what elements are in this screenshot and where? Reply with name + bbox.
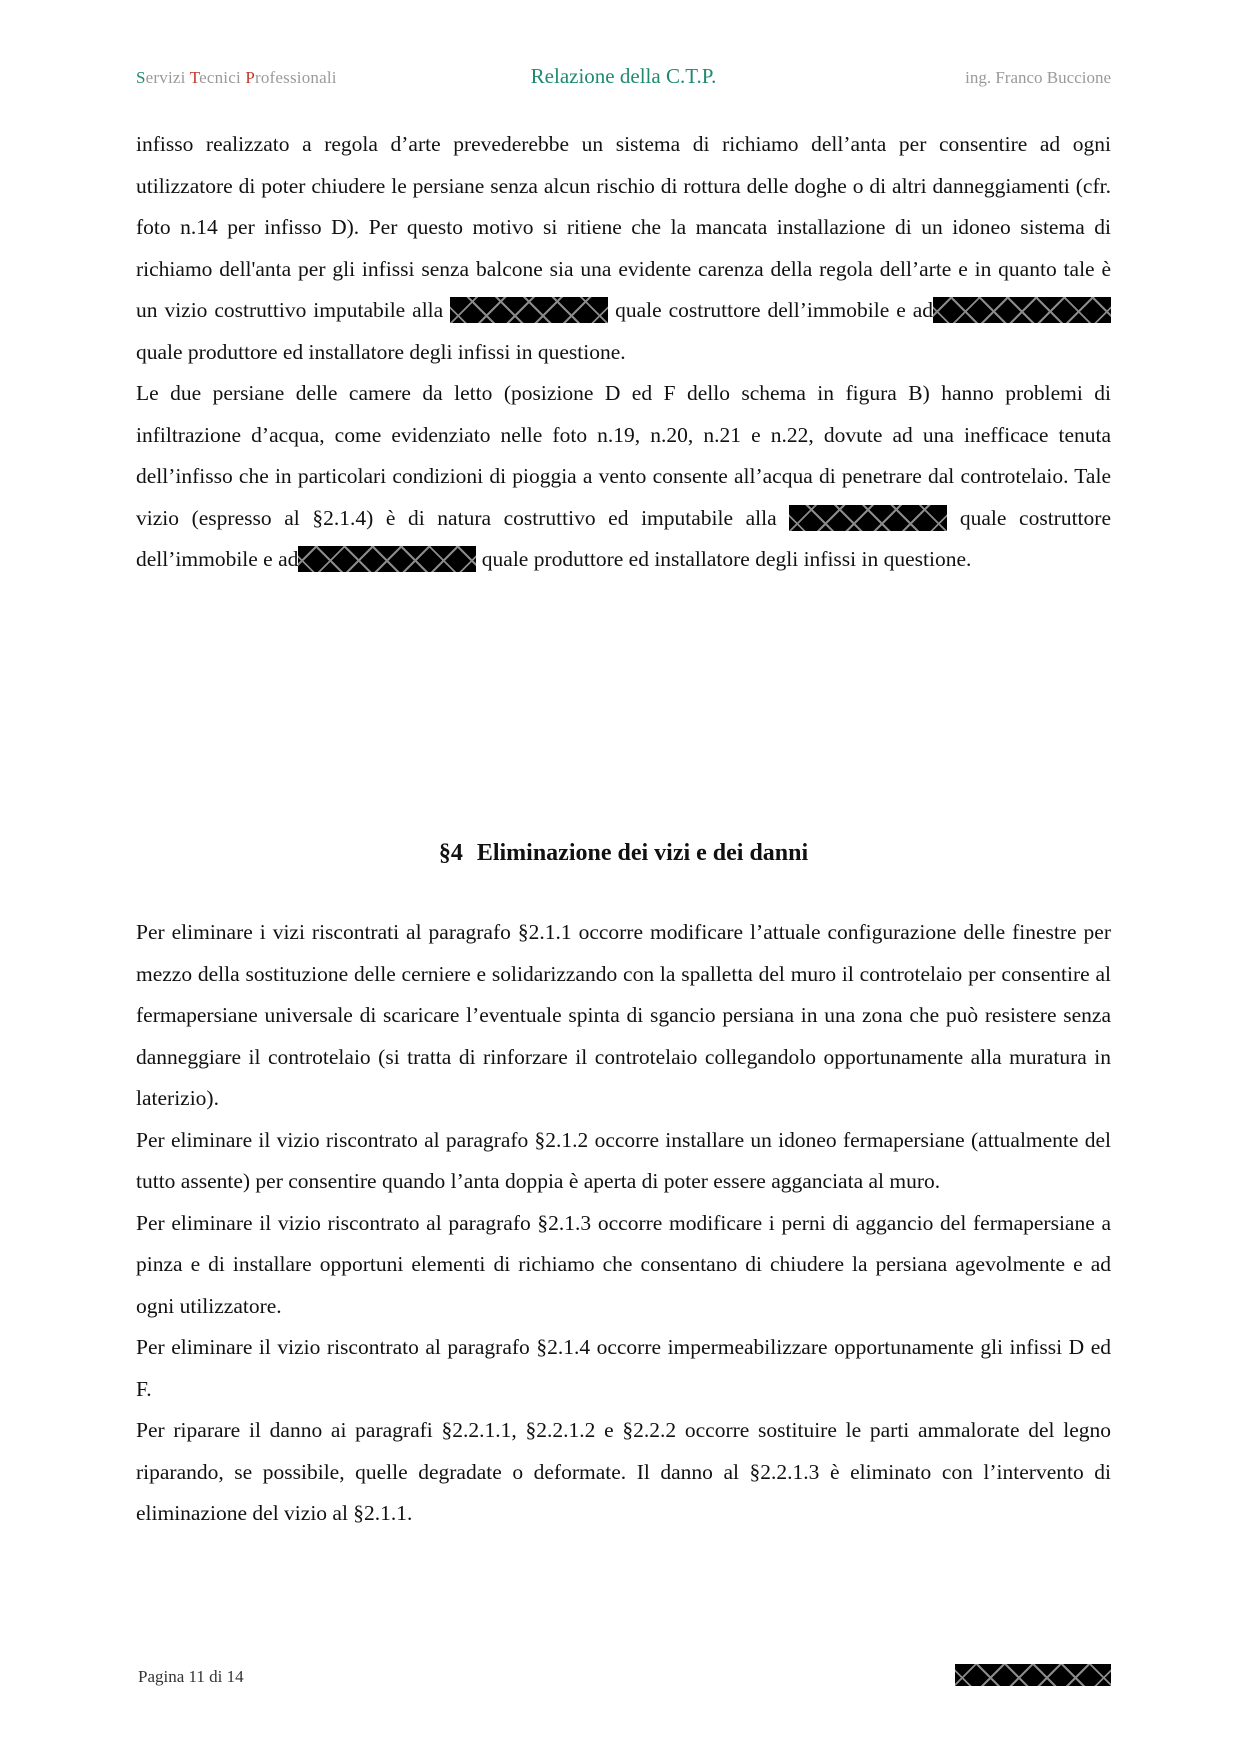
section-title: Eliminazione dei vizi e dei danni (476, 840, 809, 866)
header-document-title: Relazione della C.T.P. (530, 64, 717, 88)
header-word-professionali: rofessionali (255, 68, 337, 87)
page-header (136, 64, 1111, 94)
redacted-footer (955, 1664, 1111, 1686)
header-initial-p: P (245, 68, 255, 87)
header-word-servizi: ervizi (145, 68, 190, 87)
body-block-2 (136, 912, 1111, 1535)
page-number: Pagina 11 di 14 (138, 1667, 244, 1686)
redacted-name (298, 546, 476, 572)
paragraph-2-text-a: Le due persiane delle camere da letto (posizione D ed F dello schema in figura B) hanno problemi di infiltrazione d’acqua, come evidenziato nelle foto n.19, n.20, n.21 e n.22, dovute ad una inefficace tenuta dell’infisso che in particolari condizioni di pioggia a vento consente all’acqua di penetrare dal controtelaio. Tale vizio (espresso al §2.1.4) è di natura costruttivo ed imputabile alla (136, 381, 1111, 530)
section-number: §4 (438, 840, 463, 866)
paragraph-1-text-a: infisso realizzato a regola d’arte prevederebbe un sistema di richiamo dell’anta per consentire ad ogni utilizzatore di poter chiudere le persiane senza alcun rischio di rottura delle doghe o di altri danneggiamenti (cfr. foto n.14 per infisso D). Per questo motivo si ritiene che la mancata installazione di un idoneo sistema di richiamo dell'anta per gli infissi senza balcone sia una evidente carenza della regola dell’arte e in quanto tale è un vizio costruttivo imputabile alla (136, 132, 1111, 322)
header-author: ing. Franco Buccione (965, 68, 1111, 87)
paragraph-2 (136, 373, 1111, 581)
paragraph-2-text-b: quale costruttore dell’immobile e ad (136, 505, 1111, 571)
section-heading (136, 840, 1111, 867)
header-initial-s: S (136, 68, 146, 87)
body-block-1 (136, 124, 1111, 581)
paragraph: Per eliminare i vizi riscontrati al paragrafo §2.1.1 occorre modificare l’attuale configurazione delle finestre per mezzo della sostituzione delle cerniere e solidarizzando con la spalletta del muro il controtelaio per consentire al fermapersiane universale di scaricare l’eventuale spinta di sgancio persiana in una zona che può resistere senza danneggiare il controtelaio (si tratta di rinforzare il controtelaio collegandolo opportunamente alla muratura in laterizio). (136, 920, 1111, 1110)
redacted-name (933, 297, 1111, 323)
paragraph-1-text-c: quale produttore ed installatore degli infissi in questione. (136, 339, 626, 364)
redacted-name (789, 505, 947, 531)
header-initial-t: T (189, 68, 200, 87)
paragraph-1 (136, 124, 1111, 373)
redacted-name (450, 297, 608, 323)
paragraph: Per eliminare il vizio riscontrato al paragrafo §2.1.2 occorre installare un idoneo fermapersiane (attualmente del tutto assente) per consentire quando l’anta doppia è aperta di poter essere agganciata al muro. (136, 1127, 1111, 1193)
paragraph-2-text-c: quale produttore ed installatore degli infissi in questione. (476, 547, 972, 571)
paragraph: Per eliminare il vizio riscontrato al paragrafo §2.1.3 occorre modificare i perni di aggancio del fermapersiane a pinza e di installare opportuni elementi di richiamo che consentano di chiudere la persiana agevolmente e ad ogni utilizzatore. (136, 1210, 1111, 1318)
header-word-tecnici: ecnici (199, 68, 246, 87)
paragraph: Per eliminare il vizio riscontrato al paragrafo §2.1.4 occorre impermeabilizzare opportunamente gli infissi D ed F. (136, 1335, 1111, 1401)
paragraph-1-text-b: quale costruttore dell’immobile e ad (608, 298, 933, 322)
paragraph: Per riparare il danno ai paragrafi §2.2.1.1, §2.2.1.2 e §2.2.2 occorre sostituire le parti ammalorate del legno riparando, se possibile, quelle degradate o deformate. Il danno al §2.2.1.3 è eliminato con l’intervento di eliminazione del vizio al §2.1.1. (136, 1418, 1111, 1525)
